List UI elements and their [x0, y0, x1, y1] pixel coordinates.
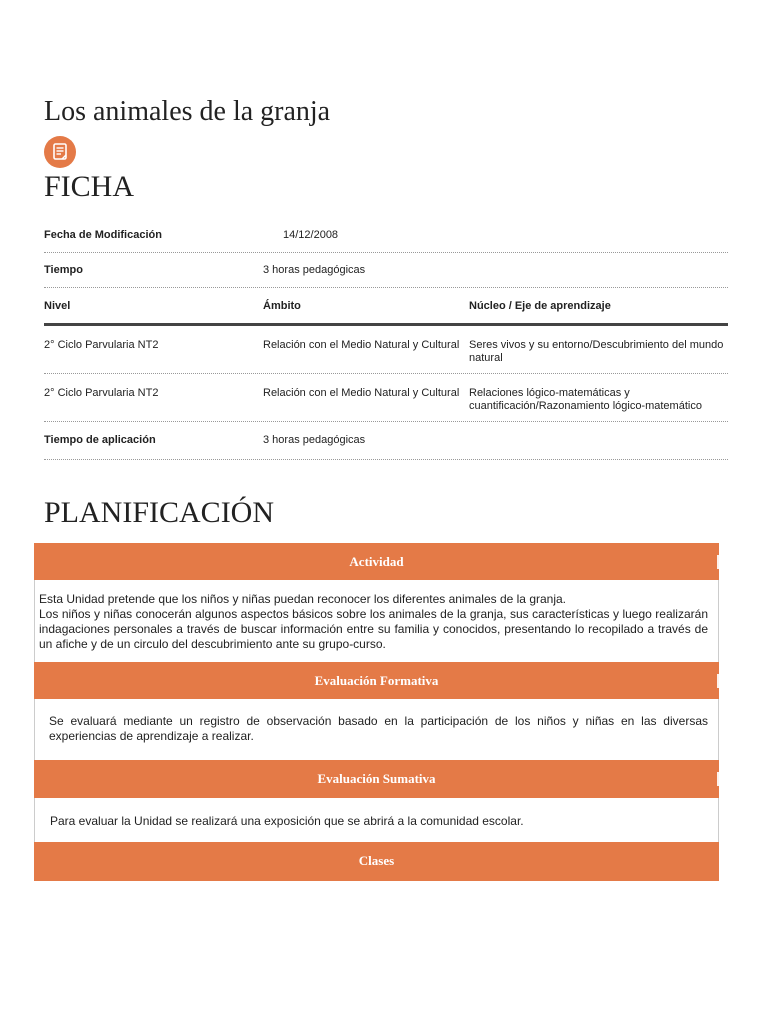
tiempo-label: Tiempo [44, 264, 83, 276]
divider [717, 772, 719, 786]
sumativa-header [34, 760, 719, 798]
clases-header [34, 842, 719, 881]
header-nivel: Nivel [44, 300, 71, 312]
ficha-table [44, 218, 728, 460]
table-row [44, 374, 728, 422]
divider [717, 555, 719, 569]
ambito-cell: Relación con el Medio Natural y Cultural [263, 339, 460, 351]
formativa-body [34, 699, 719, 760]
formativa-text: Se evaluará mediante un registro de observación basado en la participación de los niños y niñas en las diversas experiencias de aprendizaje a realizar. [49, 714, 708, 743]
ambito-cell: Relación con el Medio Natural y Cultural [263, 387, 460, 399]
document-icon [44, 136, 76, 168]
aplicacion-value: 3 horas pedagógicas [263, 434, 366, 446]
header-ambito: Ámbito [263, 300, 301, 312]
sumativa-title: Evaluación Sumativa [317, 771, 436, 786]
formativa-header [34, 662, 719, 699]
table-header-row [44, 288, 728, 326]
page-title: Los animales de la granja [44, 96, 331, 127]
actividad-title: Actividad [349, 554, 404, 569]
sumativa-body [34, 798, 719, 842]
nucleo-cell: Relaciones lógico-matemáticas y cuantificación/Razonamiento lógico-matemático [469, 387, 702, 412]
nivel-cell: 2° Ciclo Parvularia NT2 [44, 339, 159, 351]
table-row [44, 218, 728, 253]
divider [717, 674, 719, 688]
header-nucleo: Núcleo / Eje de aprendizaje [469, 300, 611, 312]
nucleo-cell: Seres vivos y su entorno/Descubrimiento del mundo natural [469, 339, 724, 364]
actividad-body [34, 580, 719, 662]
aplicacion-label: Tiempo de aplicación [44, 434, 156, 446]
table-row [44, 253, 728, 288]
actividad-header [34, 543, 719, 580]
tiempo-value: 3 horas pedagógicas [263, 264, 366, 276]
table-row [44, 422, 728, 460]
planificacion-heading: PLANIFICACIÓN [44, 496, 275, 529]
actividad-text: Los niños y niñas conocerán algunos aspectos básicos sobre los animales de la granja, sus características y luego realizarán indagaciones personales a través de buscar información entre su familia y conocidos, presentando lo recopilado a través de un afiche y de un circulo del descubrimiento ante su grupo-curso. [39, 607, 708, 651]
ficha-heading: FICHA [44, 170, 135, 203]
table-row [44, 326, 728, 374]
fecha-label: Fecha de Modificación [44, 229, 162, 241]
fecha-value: 14/12/2008 [283, 229, 339, 241]
actividad-text: Esta Unidad pretende que los niños y niñas puedan reconocer los diferentes animales de la granja. [39, 592, 567, 606]
nivel-cell: 2° Ciclo Parvularia NT2 [44, 387, 159, 399]
planificacion-table [34, 543, 719, 881]
clases-title: Clases [358, 853, 395, 868]
formativa-title: Evaluación Formativa [314, 673, 439, 688]
sumativa-text: Para evaluar la Unidad se realizará una exposición que se abrirá a la comunidad escolar. [50, 814, 524, 828]
